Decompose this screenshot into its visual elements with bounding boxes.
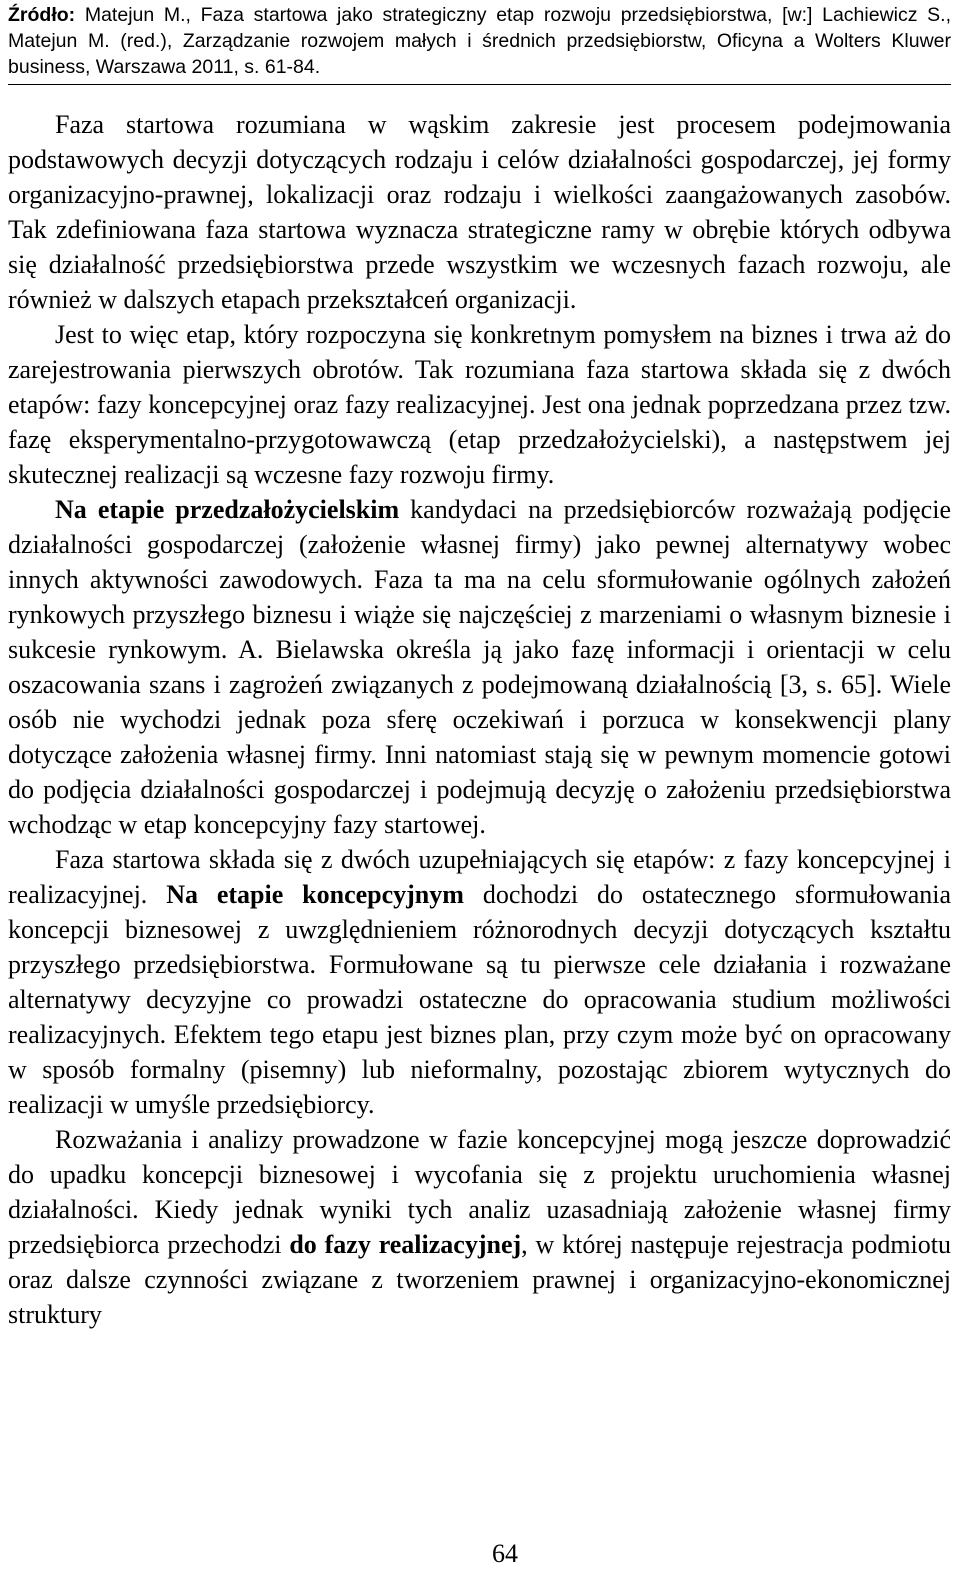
paragraph-text-before: Faza startowa składa się z dwóch uzupełniających się etapów: z fazy koncepcyjnej i realizacyjnej. <box>8 845 951 909</box>
paragraph-text-after: , w której następuje rejestracja podmiotu oraz dalsze czynności związane z tworzeniem prawnej i organizacyjno-ekonomicznej struktury <box>8 1230 951 1329</box>
paragraph-2 <box>8 317 951 492</box>
bold-term: Na etapie przedzałożycielskim <box>55 495 400 524</box>
source-citation <box>8 0 951 85</box>
paragraph-1 <box>8 107 951 317</box>
paragraph-text: kandydaci na przedsiębiorców rozważają podjęcie działalności gospodarczej (założenie własnej firmy) jako pewnej alternatywy wobec innych aktywności zawodowych. Faza ta ma na celu sformułowanie ogólnych założeń rynkowych przyszłego biznesu i wiąże się najczęściej z marzeniami o własnym biznesie i sukcesie rynkowym. A. Bielawska określa ją jako fazę informacji i orientacji w celu oszacowania szans i zagrożeń związanych z podejmowaną działalnością [3, s. 65]. Wiele osób nie wychodzi jednak poza sferę oczekiwań i porzuca w konsekwencji plany dotyczące założenia własnej firmy. Inni natomiast stają się w pewnym momencie gotowi do podjęcia działalności gospodarczej i podejmują decyzję o założeniu przedsiębiorstwa wchodząc w etap koncepcyjny fazy startowej. <box>8 495 951 839</box>
paragraph-text: Jest to więc etap, który rozpoczyna się konkretnym pomysłem na biznes i trwa aż do zarejestrowania pierwszych obrotów. Tak rozumiana faza startowa składa się z dwóch etapów: fazy koncepcyjnej oraz fazy realizacyjnej. Jest ona jednak poprzedzana przez tzw. fazę eksperymentalno-przygotowawczą (etap przedzałożycielski), a następstwem jej skutecznej realizacji są wczesne fazy rozwoju firmy. <box>8 320 951 489</box>
paragraph-3 <box>8 492 951 842</box>
page-number: 64 <box>492 1539 518 1568</box>
paragraph-5 <box>8 1122 951 1332</box>
paragraph-text: Faza startowa rozumiana w wąskim zakresie jest procesem podejmowania podstawowych decyzji dotyczących rodzaju i celów działalności gospodarczej, jej formy organizacyjno-prawnej, lokalizacji oraz rodzaju i wielkości zaangażowanych zasobów. Tak zdefiniowana faza startowa wyznacza strategiczne ramy w obrębie których odbywa się działalność przedsiębiorstwa przede wszystkim we wczesnych fazach rozwoju, ale również w dalszych etapach przekształceń organizacji. <box>8 110 951 314</box>
bold-term: do fazy realizacyjnej <box>289 1230 522 1259</box>
body-text <box>8 107 951 1332</box>
source-label: Źródło: <box>8 4 76 26</box>
paragraph-text-after: dochodzi do ostatecznego sformułowania koncepcji biznesowej z uwzględnieniem różnorodnych decyzji dotyczących kształtu przyszłego przedsiębiorstwa. Formułowane są tu pierwsze cele działania i rozważane alternatywy decyzyjne co prowadzi ostateczne do opracowania studium możliwości realizacyjnych. Efektem tego etapu jest biznes plan, przy czym może być on opracowany w sposób formalny (pisemny) lub nieformalny, pozostając zbiorem wytycznych do realizacji w umyśle przedsiębiorcy. <box>8 880 952 1119</box>
document-page <box>8 0 951 1332</box>
paragraph-text-before: Rozważania i analizy prowadzone w fazie koncepcyjnej mogą jeszcze doprowadzić do upadku koncepcji biznesowej i wycofania się z projektu uruchomienia własnej działalności. Kiedy jednak wyniki tych analiz uzasadniają założenie własnej firmy przedsiębiorca przechodzi <box>8 1125 951 1259</box>
paragraph-4 <box>8 842 951 1122</box>
source-text: Matejun M., Faza startowa jako strategiczny etap rozwoju przedsiębiorstwa, [w:] Lachiewicz S., Matejun M. (red.), Zarządzanie rozwojem małych i średnich przedsiębiorstw, Oficyna a Wolters Kluwer business, Warszawa 2011, s. 61-84. <box>8 4 952 78</box>
bold-term: Na etapie koncepcyjnym <box>166 880 464 909</box>
